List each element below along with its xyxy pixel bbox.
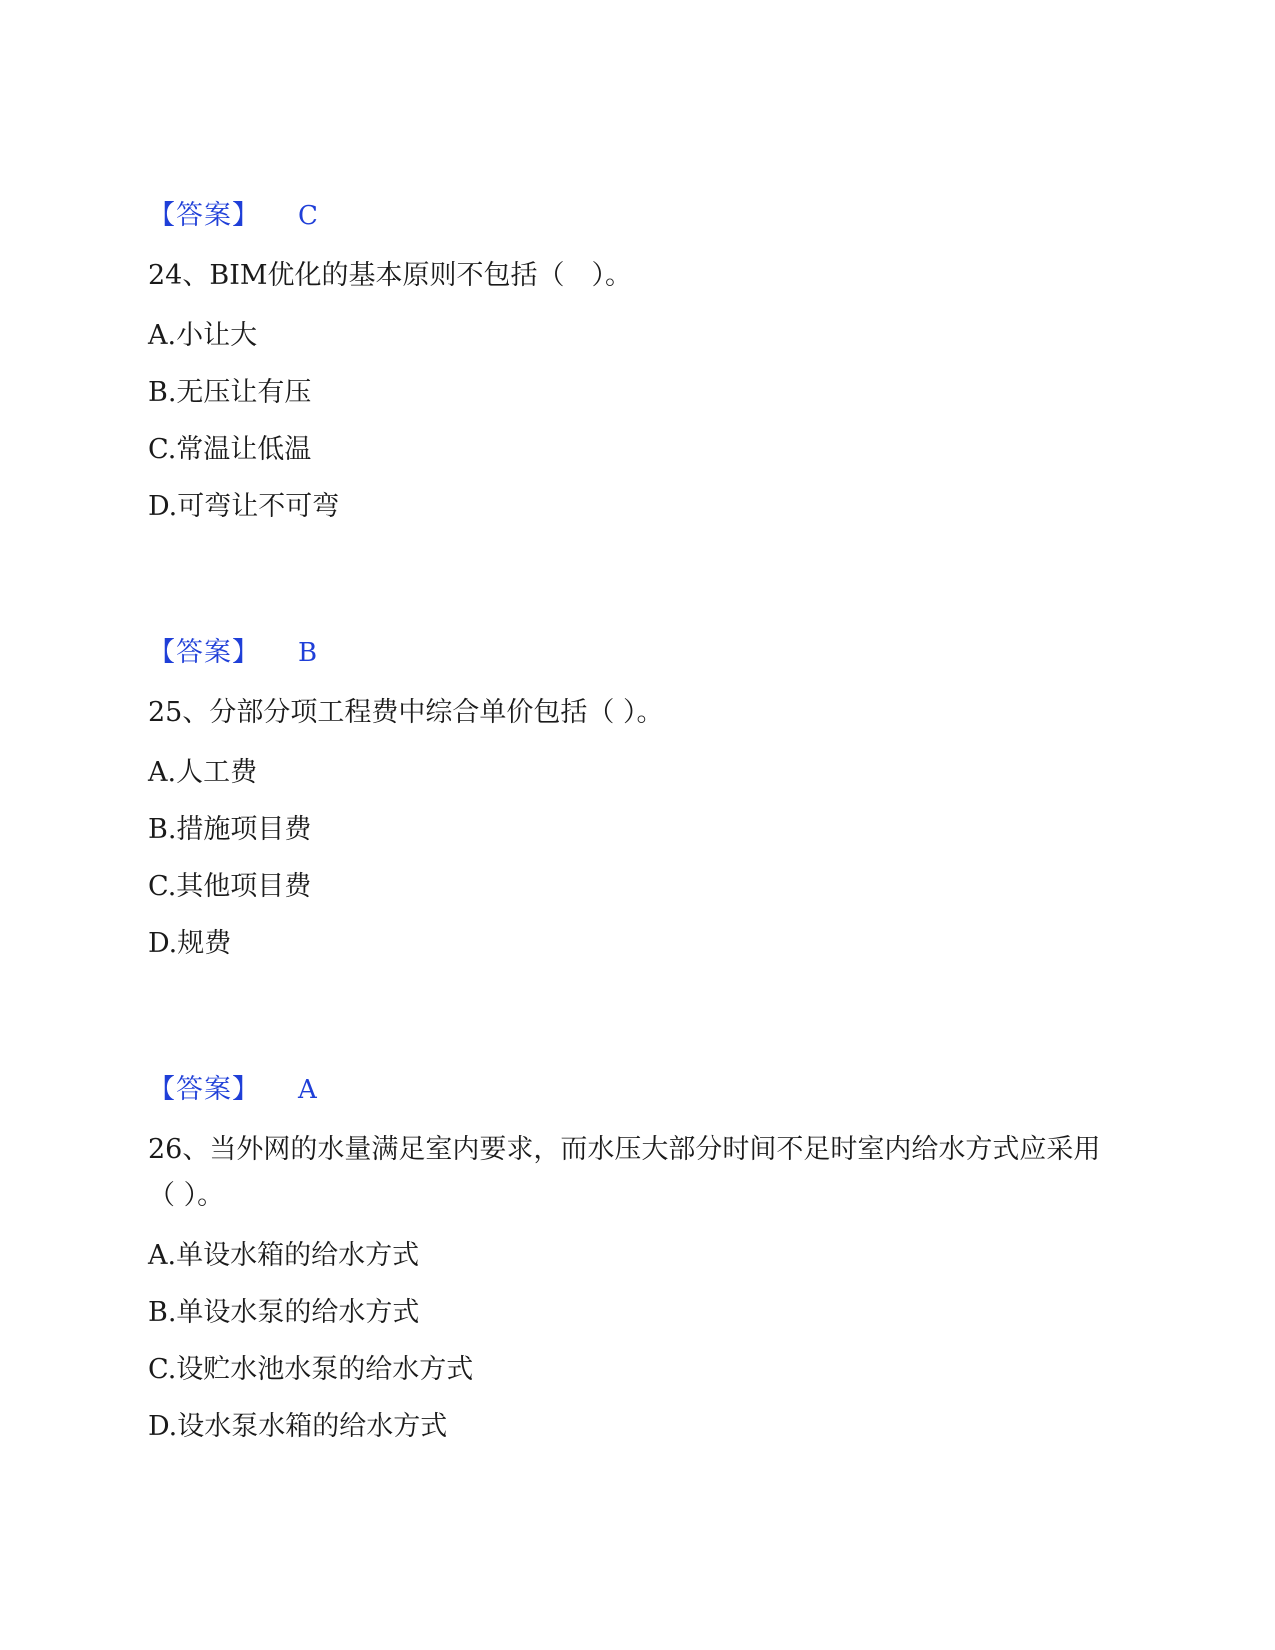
option-d: D.可弯让不可弯 <box>148 491 340 522</box>
question-text: 26、当外网的水量满足室内要求，而水压大部分时间不足时室内给水方式应采用（ ）。 <box>148 1134 1101 1211</box>
option-b: B.措施项目费 <box>148 814 312 845</box>
answer-label: 【答案】 <box>148 637 260 668</box>
option-c: C.设贮水池水泵的给水方式 <box>148 1354 474 1385</box>
answer-question-block <box>148 633 1128 964</box>
answer-line <box>148 196 1128 236</box>
option-a: A.人工费 <box>148 757 258 788</box>
answer-line <box>148 633 1128 673</box>
option-a: A.小让大 <box>148 320 258 351</box>
question-text: 25、分部分项工程费中综合单价包括（ ）。 <box>148 697 664 728</box>
question-text: 24、BIM优化的基本原则不包括（ ）。 <box>148 260 633 291</box>
answer-value: B <box>298 638 318 668</box>
answer-label: 【答案】 <box>148 200 260 231</box>
option-d: D.规费 <box>148 928 232 959</box>
option-b: B.无压让有压 <box>148 377 312 408</box>
answer-question-block <box>148 196 1128 527</box>
option-d: D.设水泵水箱的给水方式 <box>148 1411 448 1442</box>
option-c: C.其他项目费 <box>148 871 312 902</box>
answer-label: 【答案】 <box>148 1074 260 1105</box>
answer-value: A <box>298 1075 317 1105</box>
option-c: C.常温让低温 <box>148 434 312 465</box>
option-b: B.单设水泵的给水方式 <box>148 1297 420 1328</box>
answer-question-block <box>148 1070 1128 1447</box>
answer-value: C <box>298 201 318 231</box>
answer-line <box>148 1070 1128 1110</box>
option-a: A.单设水箱的给水方式 <box>148 1240 420 1271</box>
